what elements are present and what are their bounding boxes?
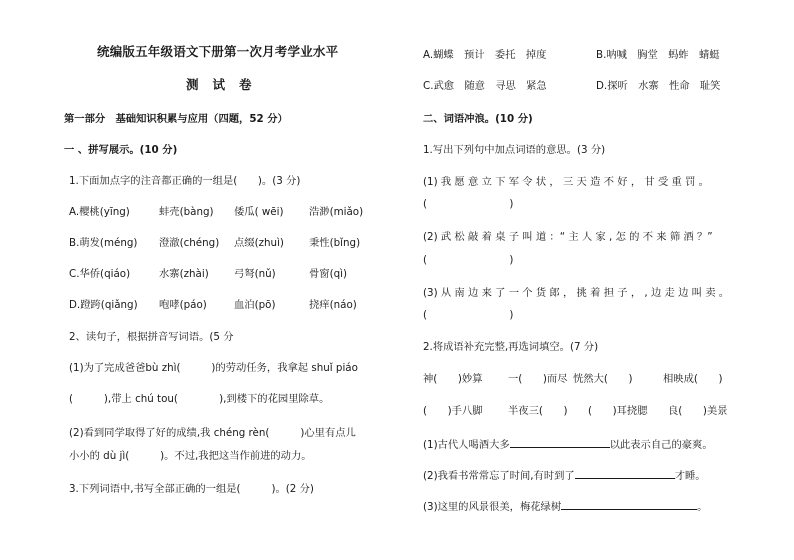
question-3: 3.下列词语中,书写全部正确的一组是( )。(2 分) <box>69 483 314 495</box>
s2-q1-answer-3[interactable]: ( ) <box>423 309 514 321</box>
s2-q1-sentence-2: (2) 武 松 敲 着 桌 子 叫 道 ：“ 主 人 家 , 怎 的 不 来 筛 酒 ？” <box>423 231 713 243</box>
question-1: 1.下面加点字的注音都正确的一组是( )。(3 分) <box>69 175 301 187</box>
s2-q1-answer-1[interactable]: ( ) <box>423 198 514 210</box>
q1-option-cell: 倭瓜( wēi) <box>234 206 284 218</box>
idiom-item[interactable]: ( )手八脚 <box>423 405 483 417</box>
q3-option-c: C.武愈 随意 寻思 紧急 <box>423 80 547 92</box>
page-subtitle: 测试卷 <box>186 77 266 92</box>
q3-option-a: A.蝴蝶 预计 委托 掉度 <box>423 49 547 61</box>
q3-option-d: D.探听 水寨 性命 耻笑 <box>596 80 721 92</box>
fill-sentence-1-post: 以此表示自己的豪爽。 <box>609 439 713 451</box>
s2-question-1: 1.写出下列句中加点词语的意思。(3 分) <box>423 144 606 156</box>
part1-heading: 第一部分 基础知识积累与应用（四题，52 分） <box>64 113 288 125</box>
page-title: 统编版五年级语文下册第一次月考学业水平 <box>97 44 339 59</box>
idiom-item[interactable]: ( )耳挠腮 <box>588 405 648 417</box>
q1-option-cell: 骨窗(qì) <box>309 268 348 280</box>
s2-q1-sentence-1: (1) 我 愿 意 立 下 军 令 状 ， 三 天 造 不 好 ， 甘 受 重 罚 。 <box>423 176 709 188</box>
q1-option-cell: 秉性(bǐng) <box>309 237 361 249</box>
fill-sentence-3-post: 。 <box>697 501 708 513</box>
question-2: 2、读句子，根据拼音写词语。(5 分 <box>69 331 234 343</box>
s2-q1-sentence-3: (3) 从 南 边 来 了 一 个 货 郎 ， 挑 着 担 子 ， , 边 走 边 叫 卖 。 <box>423 287 730 299</box>
fill-blank-2[interactable] <box>575 467 675 479</box>
q1-option-cell: 咆哮(páo) <box>159 299 207 311</box>
fill-sentence-1-pre: (1)古代人喝酒大多 <box>423 439 510 451</box>
q1-option-cell: 澄澈(chéng) <box>159 237 220 249</box>
q3-option-b: B.呐喊 胸堂 蚂蚱 蜻蜓 <box>596 49 720 61</box>
idiom-item[interactable]: 一( )而尽 <box>508 373 568 385</box>
q1-option-cell: 水寨(zhài) <box>159 268 209 280</box>
q2-line-3: (2)看到同学取得了好的成绩,我 chéng rèn( )心里有点儿 <box>69 427 356 439</box>
q1-option-cell: 弓弩(nǔ) <box>234 268 276 280</box>
fill-blank-1[interactable] <box>510 436 610 448</box>
q2-line-4: 小小的 dù jì( )。不过,我把这当作前进的动力。 <box>69 450 312 462</box>
fill-sentence-2-pre: (2)我看书常常忘了时间,有时到了 <box>423 470 575 482</box>
q2-line-2: ( ),带上 chú tou( ),到楼下的花园里除草。 <box>69 393 330 405</box>
q1-option-cell: A.樱桃(yīng) <box>69 206 130 218</box>
idiom-item[interactable]: 神( )妙算 <box>423 373 483 385</box>
fill-sentence-1 <box>423 436 713 452</box>
q1-option-cell: 血泊(pō) <box>234 299 276 311</box>
fill-sentence-2 <box>423 467 706 483</box>
section2-heading: 二、词语冲浪。(10 分) <box>423 113 533 125</box>
q1-option-cell: 挠痒(náo) <box>309 299 357 311</box>
q2-line-1: (1)为了完成爸爸bù zhì( )的劳动任务，我拿起 shuǐ piáo <box>69 362 358 374</box>
idiom-item[interactable]: 良( )美景 <box>668 405 728 417</box>
s2-q1-answer-2[interactable]: ( ) <box>423 254 514 266</box>
fill-sentence-2-post: 才睡。 <box>674 470 706 482</box>
section1-heading: 一 、拼写展示。(10 分) <box>64 144 178 156</box>
s2-question-2: 2.将成语补充完整,再选词填空。(7 分) <box>423 341 599 353</box>
q1-option-cell: 蚌壳(bàng) <box>159 206 214 218</box>
q1-option-cell: 点缀(zhuì) <box>234 237 284 249</box>
idiom-item[interactable]: 半夜三( ) <box>508 405 568 417</box>
q1-option-cell: 浩渺(miǎo) <box>309 206 364 218</box>
idiom-item[interactable]: 相映成( ) <box>663 373 723 385</box>
q1-option-cell: D.蹬跨(qiǎng) <box>69 299 138 311</box>
fill-blank-3[interactable] <box>561 498 697 510</box>
q1-option-cell: C.华侨(qiáo) <box>69 268 131 280</box>
fill-sentence-3 <box>423 498 707 514</box>
q1-option-cell: B.萌发(méng) <box>69 237 138 249</box>
idiom-item[interactable]: 恍然大( ) <box>573 373 633 385</box>
fill-sentence-3-pre: (3)这里的风景很美，梅花绿树 <box>423 501 562 513</box>
